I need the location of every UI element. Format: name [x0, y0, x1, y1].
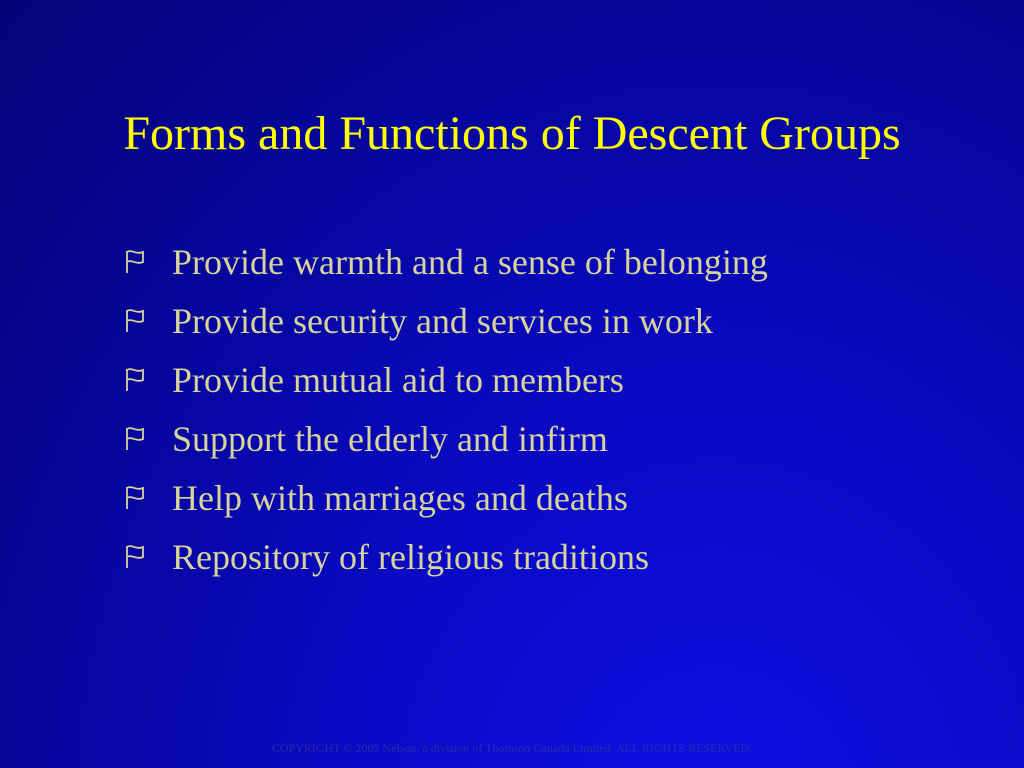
bullet-item	[124, 350, 768, 409]
flag-outline-icon	[124, 544, 146, 570]
copyright-footer: COPYRIGHT © 2005 Nelson, a division of Thomson Canada Limited. ALL RIGHTS RESERVED.	[271, 741, 753, 755]
bullet-item	[124, 409, 768, 468]
bullet-text: Help with marriages and deaths	[172, 477, 628, 518]
bullet-text: Support the elderly and infirm	[172, 418, 608, 459]
bullet-item	[124, 468, 768, 527]
flag-outline-icon	[124, 485, 146, 511]
bullet-text: Provide warmth and a sense of belonging	[172, 241, 768, 282]
bullet-item	[124, 527, 768, 586]
bullet-item	[124, 291, 768, 350]
flag-outline-icon	[124, 426, 146, 452]
bullet-text: Provide mutual aid to members	[172, 359, 624, 400]
bullet-text: Provide security and services in work	[172, 300, 713, 341]
bullet-item	[124, 232, 768, 291]
bullet-list	[124, 232, 768, 586]
flag-outline-icon	[124, 367, 146, 393]
bullet-text: Repository of religious traditions	[172, 536, 649, 577]
flag-outline-icon	[124, 308, 146, 334]
flag-outline-icon	[124, 249, 146, 275]
slide-title: Forms and Functions of Descent Groups	[123, 107, 901, 160]
